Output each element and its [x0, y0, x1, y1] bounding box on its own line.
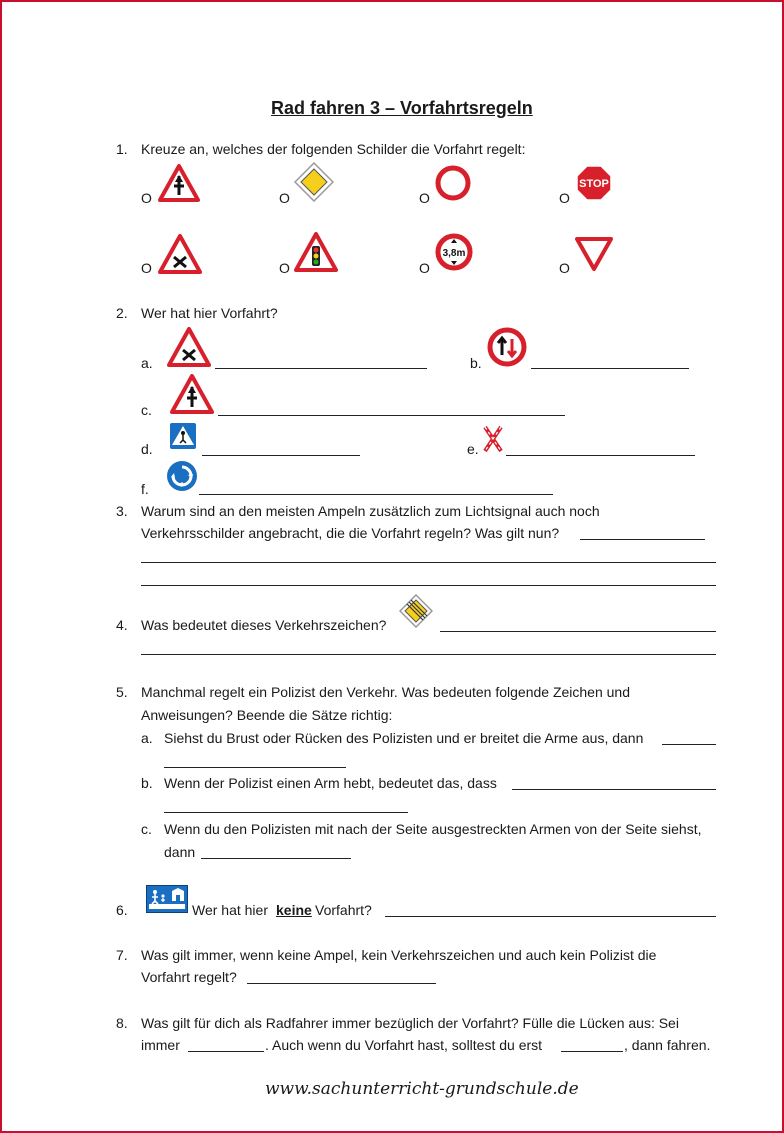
- priority-crossing-sign-icon: [170, 374, 214, 414]
- right-before-left-sign-icon: [167, 327, 211, 367]
- q1-option-3-checkbox[interactable]: O: [419, 190, 430, 206]
- q2-label-f: f.: [141, 481, 149, 497]
- q2-label-d: d.: [141, 441, 153, 457]
- page-title: Rad fahren 3 – Vorfahrtsregeln: [271, 98, 533, 118]
- priority-oncoming-sign-icon: [486, 326, 528, 368]
- q1-option-6-checkbox[interactable]: O: [279, 260, 290, 276]
- q3-number: 3.: [116, 503, 128, 519]
- q8-text-end: , dann fahren.: [624, 1037, 711, 1053]
- q4-answer-line-1[interactable]: [440, 631, 716, 632]
- q7-line-1: Was gilt immer, wenn keine Ampel, kein Verkehrszeichen und auch kein Polizist die: [141, 947, 657, 963]
- q1-number: 1.: [116, 141, 128, 157]
- q5-b-label: b.: [141, 775, 153, 791]
- q1-option-2-checkbox[interactable]: O: [279, 190, 290, 206]
- yield-sign-icon: [574, 236, 614, 272]
- q8-text-middle: . Auch wenn du Vorfahrt hast, solltest du erst: [265, 1037, 543, 1053]
- q2-e-answer-line[interactable]: [506, 455, 695, 456]
- roundabout-sign-icon: [166, 460, 198, 492]
- q5-line-1: Manchmal regelt ein Polizist den Verkehr. Was bedeuten folgende Zeichen und: [141, 684, 631, 700]
- q5-b-answer-line-2[interactable]: [164, 812, 408, 813]
- q5-a-answer-line-1[interactable]: [662, 744, 716, 745]
- q4-text: Was bedeutet dieses Verkehrszeichen?: [141, 617, 387, 633]
- q2-f-answer-line[interactable]: [199, 494, 553, 495]
- q7-line-2: Vorfahrt regelt?: [141, 969, 237, 985]
- q5-a-answer-line-2[interactable]: [164, 767, 346, 768]
- q2-label-a: a.: [141, 355, 153, 371]
- q5-a-label: a.: [141, 730, 153, 746]
- q4-number: 4.: [116, 617, 128, 633]
- q5-a-text: Siehst du Brust oder Rücken des Polizisten und er breitet die Arme aus, dann: [164, 730, 644, 746]
- height-limit-label: 3,8m: [442, 248, 466, 259]
- q5-line-2: Anweisungen? Beende die Sätze richtig:: [141, 707, 393, 723]
- q1-option-5-checkbox[interactable]: O: [141, 260, 152, 276]
- q8-answer-line-1[interactable]: [188, 1051, 264, 1052]
- right-before-left-sign-icon: [158, 234, 202, 274]
- play-street-sign-icon: [146, 885, 188, 913]
- q6-text-emphasis: keine: [276, 902, 312, 918]
- q2-label-c: c.: [141, 402, 152, 418]
- footer-website: www.sachunterricht-grundschule.de: [265, 1079, 579, 1099]
- q5-c-text-2: dann: [164, 844, 196, 860]
- q2-text: Wer hat hier Vorfahrt?: [141, 305, 278, 321]
- q8-line-1: Was gilt für dich als Radfahrer immer bezüglich der Vorfahrt? Fülle die Lücken aus: Sei: [141, 1015, 679, 1031]
- q1-option-4-checkbox[interactable]: O: [559, 190, 570, 206]
- stop-sign-icon: [576, 165, 612, 201]
- q6-text-post: Vorfahrt?: [315, 902, 372, 918]
- q6-text-pre: Wer hat hier: [192, 902, 268, 918]
- q3-answer-line-2[interactable]: [141, 562, 716, 563]
- q2-a-answer-line[interactable]: [215, 368, 427, 369]
- q8-answer-line-2[interactable]: [561, 1051, 623, 1052]
- traffic-light-warning-sign-icon: [294, 232, 338, 272]
- q5-c-text: Wenn du den Polizisten mit nach der Seite ausgestreckten Armen von der Seite siehst,: [164, 821, 702, 837]
- q5-b-text: Wenn der Polizist einen Arm hebt, bedeutet das, dass: [164, 775, 497, 791]
- q3-line-2: Verkehrsschilder angebracht, die die Vorfahrt regeln? Was gilt nun?: [141, 525, 560, 541]
- q8-number: 8.: [116, 1015, 128, 1031]
- no-vehicles-sign-icon: [434, 164, 472, 202]
- q2-label-b: b.: [470, 355, 482, 371]
- end-priority-road-sign-icon: [399, 594, 433, 628]
- q5-number: 5.: [116, 684, 128, 700]
- q7-number: 7.: [116, 947, 128, 963]
- height-limit-sign-icon: [435, 233, 473, 271]
- q3-answer-line-3[interactable]: [141, 585, 716, 586]
- q2-b-answer-line[interactable]: [531, 368, 689, 369]
- railway-crossing-sign-icon: [482, 424, 504, 454]
- q2-c-answer-line[interactable]: [218, 415, 565, 416]
- stop-sign-label: STOP: [579, 178, 609, 190]
- q1-text: Kreuze an, welches der folgenden Schilder die Vorfahrt regelt:: [141, 141, 526, 157]
- q6-number: 6.: [116, 902, 128, 918]
- q5-c-answer-line[interactable]: [201, 858, 351, 859]
- q5-b-answer-line-1[interactable]: [512, 789, 716, 790]
- q4-answer-line-2[interactable]: [141, 654, 716, 655]
- q2-d-answer-line[interactable]: [202, 455, 360, 456]
- q2-label-e: e.: [467, 441, 479, 457]
- q1-option-8-checkbox[interactable]: O: [559, 260, 570, 276]
- q6-answer-line[interactable]: [385, 916, 716, 917]
- q2-number: 2.: [116, 305, 128, 321]
- pedestrian-crossing-sign-icon: [169, 422, 197, 450]
- q7-answer-line[interactable]: [247, 983, 436, 984]
- q1-option-1-checkbox[interactable]: O: [141, 190, 152, 206]
- q8-text-immer: immer: [141, 1037, 180, 1053]
- q5-c-label: c.: [141, 821, 152, 837]
- q3-line-1: Warum sind an den meisten Ampeln zusätzlich zum Lichtsignal auch noch: [141, 503, 600, 519]
- q3-answer-line-1[interactable]: [580, 539, 705, 540]
- priority-road-sign-icon: [294, 162, 334, 202]
- priority-crossing-sign-icon: [158, 164, 200, 202]
- q1-option-7-checkbox[interactable]: O: [419, 260, 430, 276]
